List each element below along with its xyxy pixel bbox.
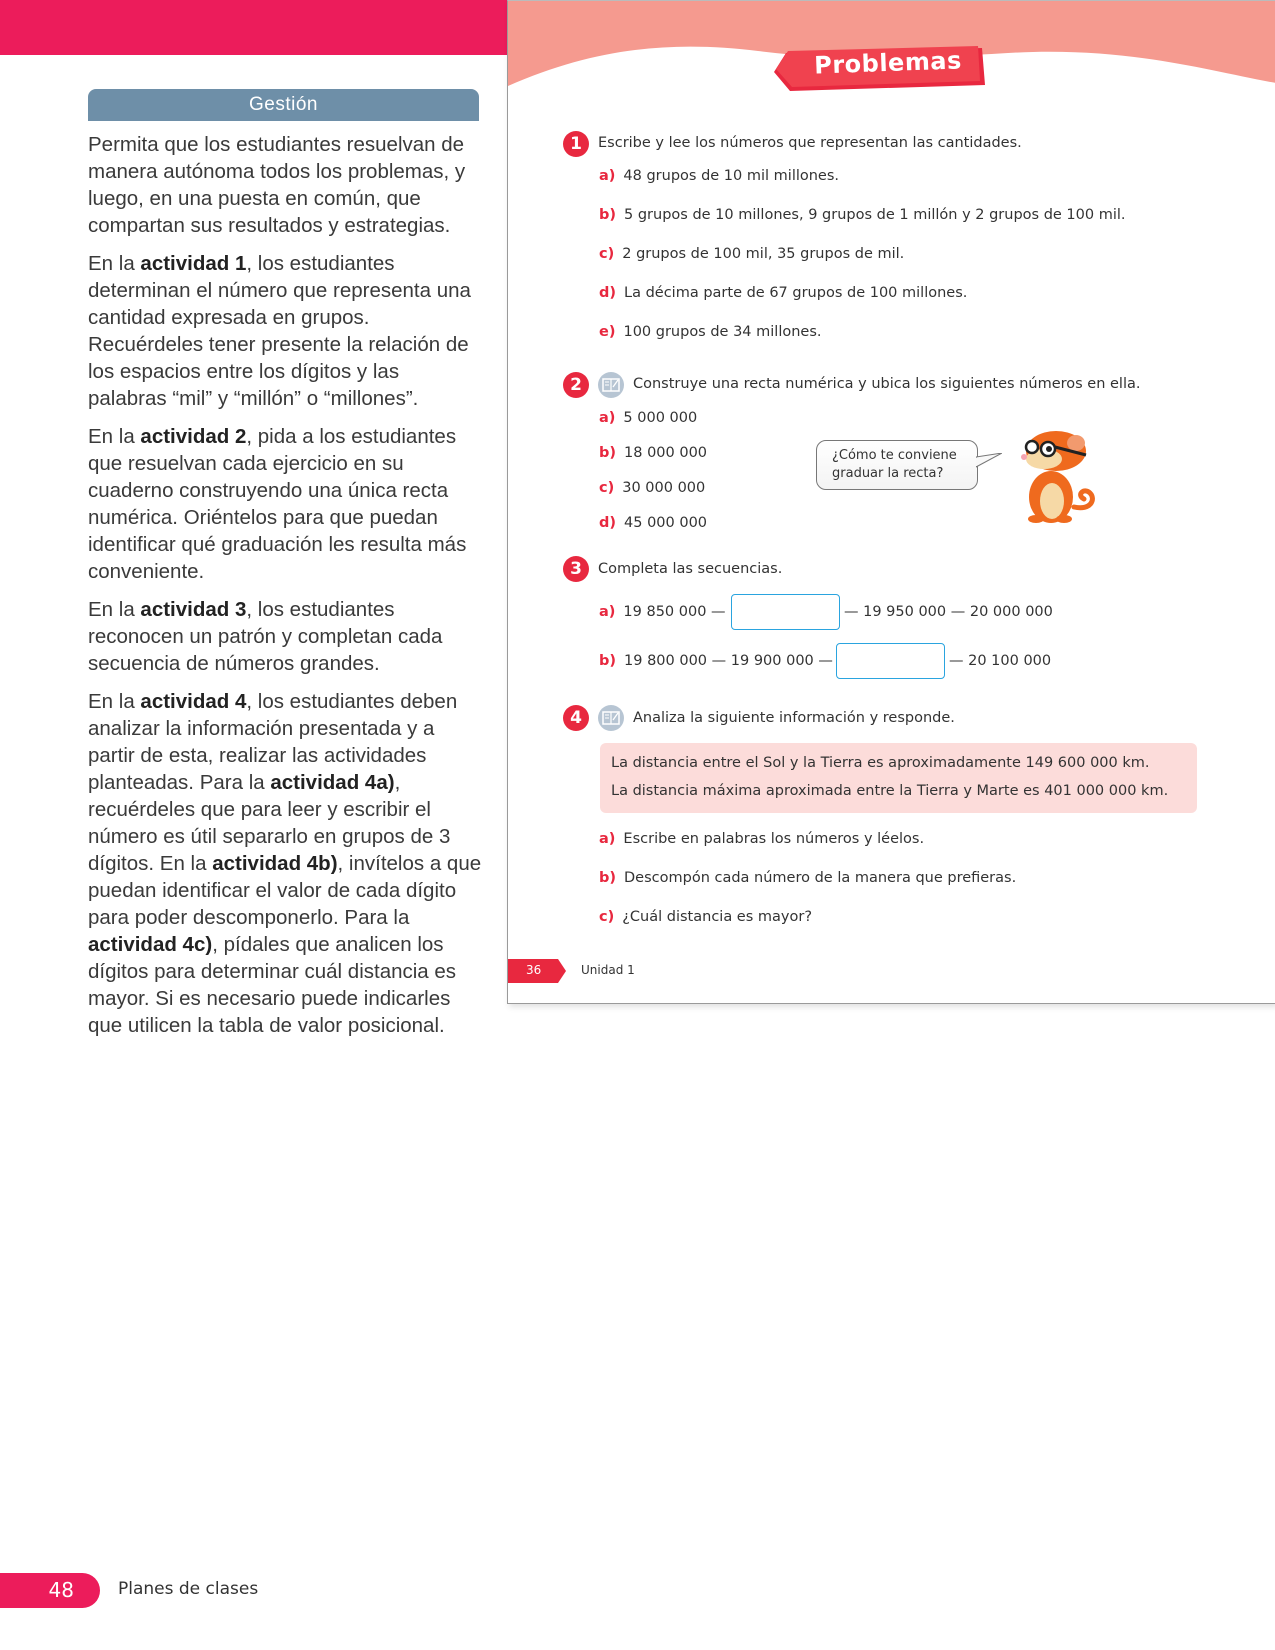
question-number-3: 3	[563, 556, 589, 582]
problemas-title: Problemas	[813, 46, 963, 80]
gestion-paragraph-1: Permita que los estudiantes resuelvan de manera autónoma todos los problemas, y luego, en una puesta en común, que compartan sus resultados y estrategias.	[88, 133, 466, 237]
sequence-b-end: — 20 100 000	[949, 653, 1052, 669]
question-1-item-e: e) 100 grupos de 34 millones.	[599, 324, 822, 340]
question-2-item-d: d) 45 000 000	[599, 515, 708, 531]
question-1-title: Escribe y lee los números que representan las cantidades.	[598, 135, 1022, 151]
question-4-item-a: a) Escribe en palabras los números y léelos.	[599, 831, 925, 847]
question-4-item-b: b) Descompón cada número de la manera que prefieras.	[599, 870, 1017, 886]
mascot-hamster-icon	[996, 429, 1106, 525]
gestion-paragraph-2: En la actividad 1, los estudiantes determinan el número que representa una cantidad expresada en grupos. Recuérdeles tener presente la relación de los espacios entre los dígitos y las palabras “mil” y “millón” o “millones”.	[88, 252, 471, 410]
gestion-paragraph-3: En la actividad 2, pida a los estudiantes que resuelvan cada ejercicio en su cuaderno construyendo una única recta numérica. Oriéntelos para que puedan identificar qué graduación les resulta más conveniente.	[88, 425, 467, 583]
question-1-item-c: c) 2 grupos de 100 mil, 35 grupos de mil.	[599, 246, 905, 262]
sequence-a-start: a) 19 850 000 —	[599, 604, 726, 620]
header-band	[0, 0, 508, 55]
gestion-paragraph-5: En la actividad 4, los estudiantes deben analizar la información presentada y a partir de esta, realizar las actividades planteadas. Para la actividad 4a), recuérdeles que para leer y escribir el número es útil separarlo en grupos de 3 dígitos. En la actividad 4b), invítelos a que puedan identificar el valor de cada dígito para poder descomponerlo. Para la actividad 4c), pídales que analicen los dígitos para determinar cuál distancia es mayor. Si es necesario puede indicarles que utilicen la tabla de valor posicional.	[88, 690, 482, 1037]
gestion-text	[88, 131, 483, 1050]
question-1-item-d: d) La décima parte de 67 grupos de 100 millones.	[599, 285, 968, 301]
question-1-item-b: b) 5 grupos de 10 millones, 9 grupos de 1 millón y 2 grupos de 100 mil.	[599, 207, 1126, 223]
bubble-line-2: graduar la recta?	[832, 466, 944, 481]
question-2-item-a: a) 5 000 000	[599, 410, 698, 426]
info-line-1: La distancia entre el Sol y la Tierra es aproximadamente 149 600 000 km.	[611, 755, 1150, 771]
footer-section-title: Planes de clases	[118, 1579, 259, 1599]
info-line-2: La distancia máxima aproximada entre la Tierra y Marte es 401 000 000 km.	[611, 783, 1169, 799]
notebook-icon	[598, 372, 624, 398]
sequence-b-answer-input[interactable]	[836, 643, 945, 679]
sequence-a-end: — 19 950 000 — 20 000 000	[844, 604, 1053, 620]
speech-bubble	[816, 440, 978, 490]
question-3-title: Completa las secuencias.	[598, 561, 783, 577]
info-box	[600, 743, 1197, 813]
question-4-title: Analiza la siguiente información y responde.	[633, 710, 955, 726]
inner-unit-label: Unidad 1	[581, 963, 635, 977]
question-number-2: 2	[563, 372, 589, 398]
gestion-paragraph-4: En la actividad 3, los estudiantes reconocen un patrón y completan cada secuencia de números grandes.	[88, 598, 443, 675]
page-number: 48	[0, 1573, 100, 1608]
question-2-item-c: c) 30 000 000	[599, 480, 706, 496]
gestion-heading: Gestión	[88, 89, 479, 121]
question-number-1: 1	[563, 131, 589, 157]
sequence-a-answer-input[interactable]	[731, 594, 840, 630]
question-number-4: 4	[563, 705, 589, 731]
bubble-line-1: ¿Cómo te conviene	[832, 448, 957, 463]
sequence-b-start: b) 19 800 000 — 19 900 000 —	[599, 653, 833, 669]
question-1-item-a: a) 48 grupos de 10 mil millones.	[599, 168, 840, 184]
inner-page-number: 36	[526, 963, 542, 977]
question-4-item-c: c) ¿Cuál distancia es mayor?	[599, 909, 813, 925]
notebook-icon	[598, 705, 624, 731]
question-2-title: Construye una recta numérica y ubica los siguientes números en ella.	[633, 376, 1141, 392]
question-2-item-b: b) 18 000 000	[599, 445, 708, 461]
student-page-thumbnail	[507, 0, 1275, 1004]
